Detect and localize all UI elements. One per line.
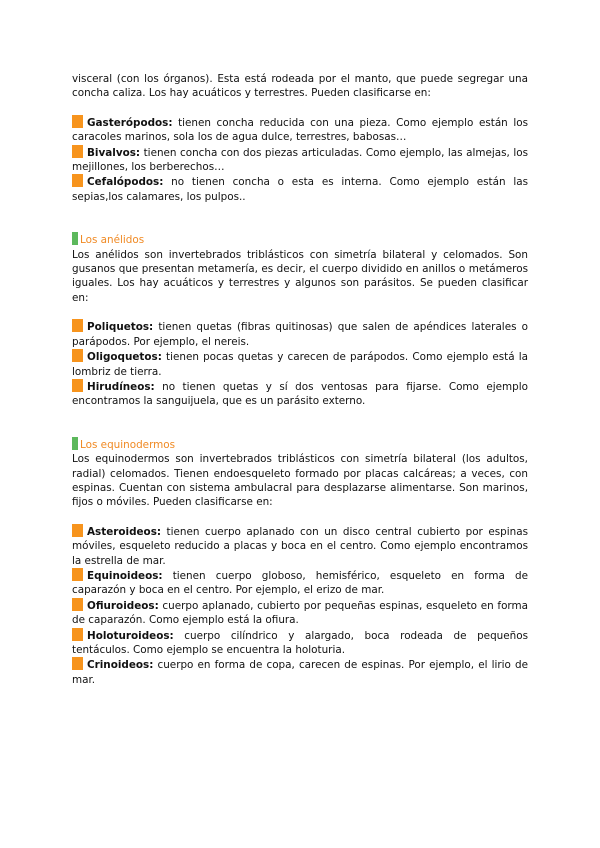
- spacer: [72, 305, 528, 319]
- item-term: Ofiuroideos:: [87, 599, 159, 612]
- item-term: Hirudíneos:: [87, 380, 155, 393]
- green-marker-icon: [72, 232, 78, 245]
- item-term: Equinoideos:: [87, 569, 163, 582]
- list-item: [72, 174, 528, 204]
- spacer: [72, 204, 528, 232]
- anelidos-paragraph: Los anélidos son invertebrados triblásticos con simetría bilateral y celomados. Son gusanos que presentan metamería, es decir, el cuerpo dividido en anillos o metámeros iguales. Los hay acuáticos y terrestres y algunos son parásitos. Se pueden clasificar en:: [72, 248, 528, 304]
- equinodermos-list: [72, 524, 528, 687]
- list-item: [72, 628, 528, 658]
- list-item: [72, 379, 528, 409]
- orange-bullet-icon: [72, 174, 83, 187]
- orange-bullet-icon: [72, 379, 83, 392]
- heading-text: Los anélidos: [80, 234, 145, 247]
- orange-bullet-icon: [72, 524, 83, 537]
- item-text: cuerpo en forma de copa, carecen de espinas. Por ejemplo, el lirio de mar.: [72, 659, 528, 686]
- item-text: tienen concha reducida con una pieza. Como ejemplo están los caracoles marinos, sola los de agua dulce, terrestres, babosas…: [72, 116, 528, 144]
- anelidos-list: [72, 319, 528, 408]
- item-term: Crinoideos:: [87, 659, 154, 672]
- item-text: no tienen concha o esta es interna. Como ejemplo están las sepias,los calamares, los pulpos..: [72, 176, 528, 203]
- orange-bullet-icon: [72, 568, 83, 581]
- section-heading-anelidos: [72, 232, 528, 247]
- orange-bullet-icon: [72, 628, 83, 641]
- list-item: [72, 115, 528, 145]
- list-item: [72, 145, 528, 175]
- list-item: [72, 524, 528, 568]
- list-item: [72, 598, 528, 628]
- item-text: tienen pocas quetas y carecen de parápodos. Como ejemplo está la lombriz de tierra.: [72, 351, 528, 378]
- item-term: Asteroideos:: [87, 525, 162, 538]
- item-term: Oligoquetos:: [87, 351, 162, 364]
- item-term: Cefalópodos:: [87, 176, 164, 189]
- equinodermos-paragraph: Los equinodermos son invertebrados triblásticos con simetría bilateral (los adultos, radial) celomados. Tienen endoesqueleto formado por placas calcáreas; a veces, con espinas. Cuentan con sistema ambulacral para desplazarse alimentarse. Son marinos, fijos o móviles. Pueden clasificarse en:: [72, 453, 528, 509]
- document-page: [72, 72, 528, 687]
- section-heading-equinodermos: [72, 437, 528, 452]
- list-item: [72, 319, 528, 349]
- item-text: cuerpo aplanado, cubierto por pequeñas espinas, esqueleto en forma de caparazón. Como ejemplo está la ofiura.: [72, 599, 528, 627]
- spacer: [72, 101, 528, 115]
- orange-bullet-icon: [72, 145, 83, 158]
- orange-bullet-icon: [72, 115, 83, 128]
- item-term: Poliquetos:: [87, 321, 154, 334]
- green-marker-icon: [72, 437, 78, 450]
- moluscos-list: [72, 115, 528, 204]
- item-term: Bivalvos:: [87, 146, 141, 159]
- list-item: [72, 349, 528, 379]
- orange-bullet-icon: [72, 598, 83, 611]
- item-text: tienen cuerpo aplanado con un disco central cubierto por espinas móviles, esqueleto reducido a placas y boca en el centro. Como ejemplo encontramos la estrella de mar.: [72, 525, 528, 567]
- heading-text: Los equinodermos: [80, 438, 176, 451]
- orange-bullet-icon: [72, 657, 83, 670]
- item-text: no tienen quetas y sí dos ventosas para fijarse. Como ejemplo encontramos la sanguijuela, que es un parásito externo.: [72, 380, 528, 408]
- list-item: [72, 568, 528, 598]
- list-item: [72, 657, 528, 687]
- item-text: cuerpo cilíndrico y alargado, boca rodeada de pequeños tentáculos. Como ejemplo se encuentra la holoturia.: [72, 629, 528, 656]
- item-term: Holoturoideos:: [87, 629, 174, 642]
- item-text: tienen quetas (fibras quitinosas) que salen de apéndices laterales o parápodos. Por ejemplo, el nereis.: [72, 321, 528, 348]
- intro-paragraph: visceral (con los órganos). Esta está rodeada por el manto, que puede segregar una concha caliza. Los hay acuáticos y terrestres. Pueden clasificarse en:: [72, 73, 528, 100]
- spacer: [72, 510, 528, 524]
- item-text: tienen concha con dos piezas articuladas. Como ejemplo, las almejas, los mejillones, los berberechos…: [72, 146, 528, 174]
- orange-bullet-icon: [72, 349, 83, 362]
- item-term: Gasterópodos:: [87, 116, 173, 129]
- item-text: tienen cuerpo globoso, hemisférico, esqueleto en forma de caparazón y boca en el centro. Por ejemplo, el erizo de mar.: [72, 569, 528, 597]
- orange-bullet-icon: [72, 319, 83, 332]
- spacer: [72, 409, 528, 437]
